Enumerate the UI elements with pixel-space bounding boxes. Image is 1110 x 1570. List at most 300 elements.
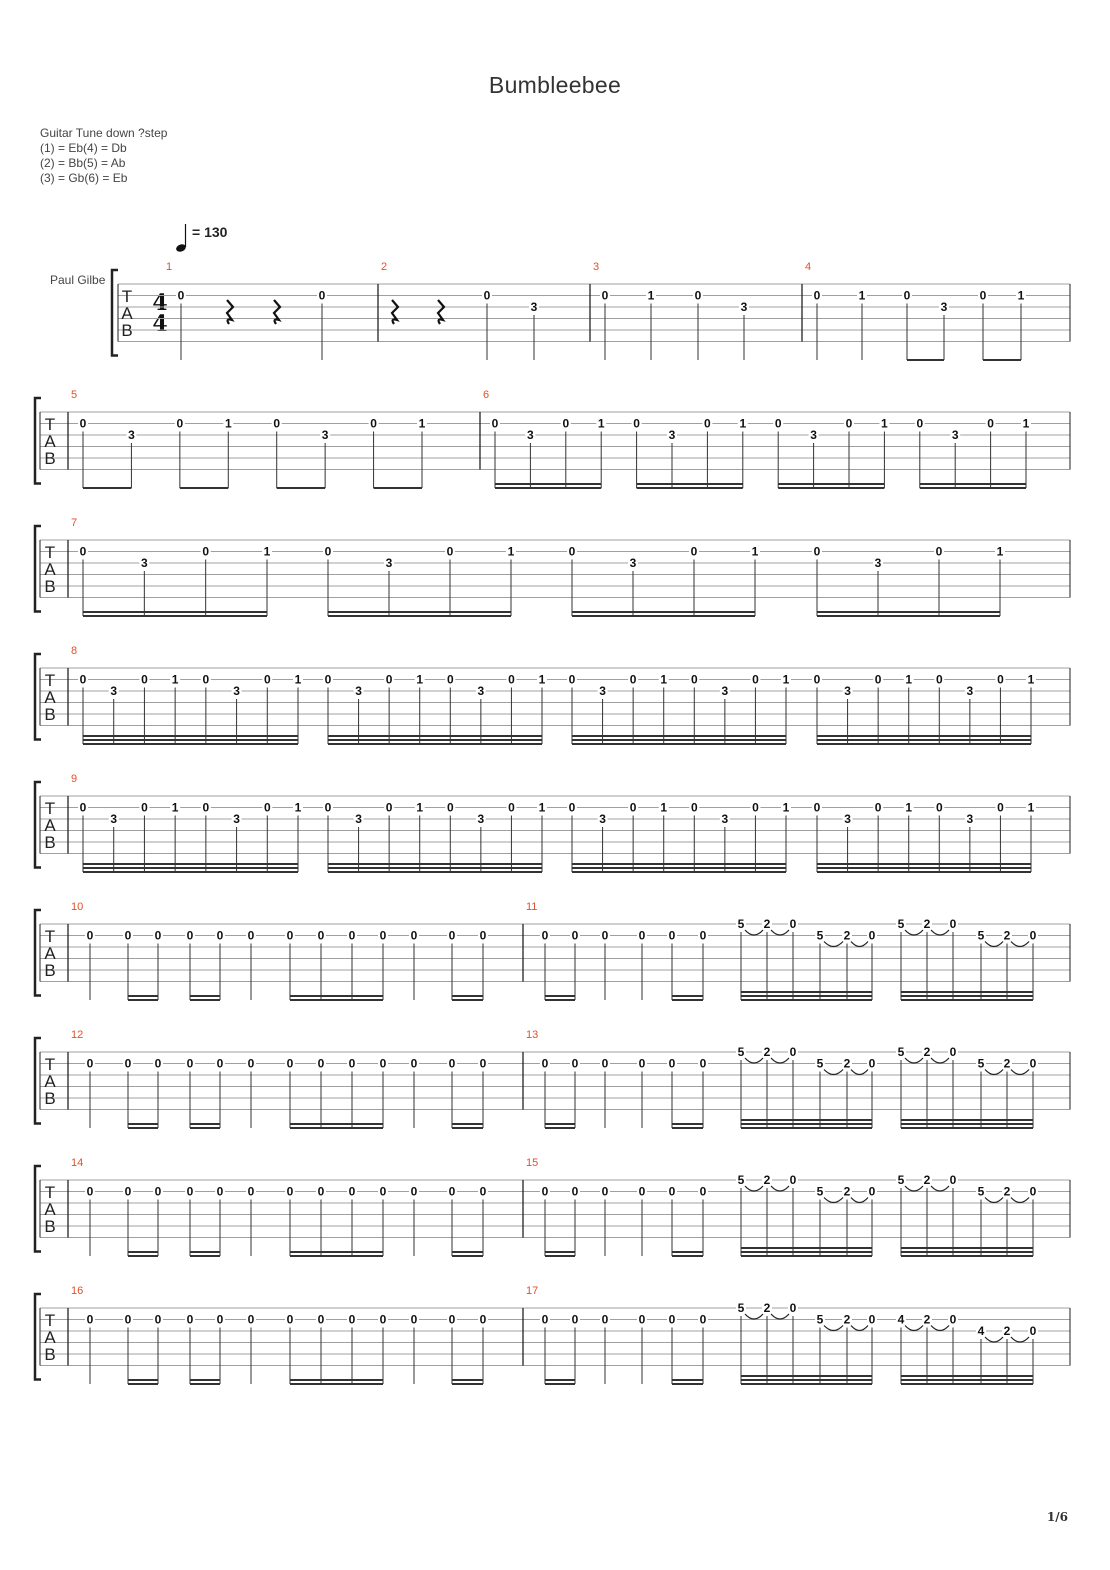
tab-clef-letter: A bbox=[44, 1072, 56, 1091]
fret-number: 2 bbox=[763, 917, 771, 931]
fret-number: 0 bbox=[216, 1184, 224, 1199]
fret-number: 1 bbox=[538, 800, 546, 815]
measure-number: 17 bbox=[526, 1285, 539, 1297]
fret-number: 0 bbox=[273, 416, 281, 431]
fret-number: 3 bbox=[740, 300, 748, 314]
fret-number: 0 bbox=[318, 288, 326, 303]
measure-number: 12 bbox=[71, 1029, 84, 1041]
fret-number: 0 bbox=[154, 1312, 162, 1327]
slur-arc bbox=[1011, 1070, 1029, 1075]
fret-number: 5 bbox=[816, 1056, 824, 1071]
measure-number: 6 bbox=[483, 389, 490, 401]
slur-arc bbox=[824, 1070, 843, 1075]
slur-arc bbox=[905, 1326, 923, 1331]
fret-number: 0 bbox=[446, 800, 454, 815]
fret-number: 0 bbox=[186, 1056, 194, 1071]
track-name: Paul Gilbe bbox=[50, 273, 106, 287]
fret-number: 0 bbox=[86, 1056, 94, 1071]
fret-number: 5 bbox=[816, 1184, 824, 1199]
quarter-rest bbox=[227, 300, 233, 324]
fret-number: 0 bbox=[410, 1184, 418, 1199]
fret-number: 0 bbox=[845, 416, 853, 431]
fret-number: 0 bbox=[997, 800, 1004, 815]
fret-number: 3 bbox=[966, 812, 974, 826]
fret-number: 0 bbox=[813, 288, 821, 303]
fret-number: 0 bbox=[324, 800, 332, 815]
fret-number: 0 bbox=[286, 1184, 294, 1199]
fret-number: 3 bbox=[477, 812, 485, 826]
measure-number: 10 bbox=[71, 901, 84, 913]
tab-clef-letter: B bbox=[44, 1345, 56, 1364]
fret-number: 0 bbox=[448, 1312, 456, 1327]
fret-number: 0 bbox=[446, 544, 454, 559]
fret-number: 0 bbox=[370, 416, 377, 431]
fret-number: 0 bbox=[638, 1056, 646, 1071]
fret-number: 3 bbox=[966, 684, 974, 698]
fret-number: 0 bbox=[813, 800, 821, 815]
fret-number: 1 bbox=[647, 288, 655, 303]
fret-number: 2 bbox=[923, 1173, 931, 1187]
fret-number: 1 bbox=[660, 672, 668, 687]
fret-number: 0 bbox=[949, 917, 957, 931]
fret-number: 0 bbox=[154, 1184, 162, 1199]
fret-number: 0 bbox=[868, 928, 876, 943]
slur-arc bbox=[905, 1058, 923, 1063]
slur-arc bbox=[824, 1326, 843, 1331]
fret-number: 0 bbox=[410, 1056, 418, 1071]
fret-number: 5 bbox=[977, 1184, 985, 1199]
measure-number: 11 bbox=[526, 901, 538, 913]
fret-number: 0 bbox=[789, 1173, 797, 1187]
fret-number: 3 bbox=[110, 684, 118, 698]
fret-number: 2 bbox=[843, 928, 851, 943]
fret-number: 0 bbox=[124, 1184, 132, 1199]
fret-number: 0 bbox=[86, 1312, 94, 1327]
fret-number: 5 bbox=[737, 1301, 745, 1315]
measure-number: 15 bbox=[526, 1157, 539, 1169]
fret-number: 3 bbox=[874, 556, 882, 570]
fret-number: 0 bbox=[186, 1312, 194, 1327]
fret-number: 0 bbox=[541, 1184, 549, 1199]
time-signature-top: 4 bbox=[152, 290, 168, 316]
slur-arc bbox=[771, 1314, 789, 1319]
fret-number: 0 bbox=[216, 1056, 224, 1071]
fret-number: 1 bbox=[660, 800, 668, 815]
fret-number: 0 bbox=[668, 928, 676, 943]
fret-number: 0 bbox=[690, 544, 698, 559]
fret-number: 0 bbox=[186, 1184, 194, 1199]
slur-arc bbox=[985, 1337, 1003, 1342]
fret-number: 1 bbox=[905, 800, 913, 815]
fret-number: 0 bbox=[263, 672, 271, 687]
fret-number: 0 bbox=[176, 416, 184, 431]
fret-number: 0 bbox=[668, 1184, 676, 1199]
slur-arc bbox=[745, 1186, 763, 1191]
fret-number: 3 bbox=[321, 428, 329, 442]
fret-number: 0 bbox=[379, 1056, 387, 1071]
fret-number: 0 bbox=[479, 1184, 487, 1199]
system-bracket bbox=[112, 270, 118, 356]
fret-number: 0 bbox=[286, 928, 294, 943]
fret-number: 1 bbox=[416, 800, 424, 815]
fret-number: 0 bbox=[479, 928, 487, 943]
slur-arc bbox=[931, 1058, 949, 1063]
fret-number: 0 bbox=[568, 544, 576, 559]
fret-number: 3 bbox=[355, 684, 362, 698]
fret-number: 2 bbox=[843, 1184, 851, 1199]
slur-arc bbox=[824, 1198, 843, 1203]
fret-number: 0 bbox=[86, 928, 94, 943]
slur-arc bbox=[931, 1186, 949, 1191]
fret-number: 0 bbox=[317, 1312, 325, 1327]
fret-number: 0 bbox=[448, 1184, 456, 1199]
tab-clef-letter: T bbox=[44, 1311, 56, 1330]
fret-number: 0 bbox=[752, 672, 759, 687]
fret-number: 0 bbox=[629, 672, 637, 687]
tuning-line: (3) = Gb(6) = Eb bbox=[40, 171, 128, 185]
slur-arc bbox=[745, 1058, 763, 1063]
fret-number: 1 bbox=[418, 416, 426, 431]
fret-number: 3 bbox=[527, 428, 534, 442]
fret-number: 0 bbox=[385, 800, 393, 815]
slur-arc bbox=[771, 930, 789, 935]
time-signature-bottom: 4 bbox=[152, 311, 168, 337]
fret-number: 2 bbox=[1003, 928, 1011, 943]
fret-number: 5 bbox=[737, 1045, 745, 1059]
fret-number: 0 bbox=[868, 1312, 876, 1327]
fret-number: 0 bbox=[448, 1056, 456, 1071]
tab-clef-letter: A bbox=[44, 816, 56, 835]
fret-number: 0 bbox=[79, 544, 87, 559]
fret-number: 0 bbox=[154, 1056, 162, 1071]
fret-number: 3 bbox=[128, 428, 135, 442]
fret-number: 0 bbox=[286, 1312, 294, 1327]
fret-number: 1 bbox=[739, 416, 747, 431]
fret-number: 5 bbox=[977, 928, 985, 943]
tab-clef-letter: T bbox=[44, 927, 56, 946]
measure-number: 13 bbox=[526, 1029, 539, 1041]
fret-number: 0 bbox=[348, 1312, 356, 1327]
fret-number: 0 bbox=[348, 1184, 356, 1199]
fret-number: 1 bbox=[263, 544, 271, 559]
fret-number: 0 bbox=[348, 1056, 356, 1071]
fret-number: 1 bbox=[782, 800, 790, 815]
slur-arc bbox=[851, 1070, 868, 1075]
fret-number: 0 bbox=[571, 1184, 579, 1199]
fret-number: 1 bbox=[597, 416, 605, 431]
fret-number: 0 bbox=[752, 800, 759, 815]
fret-number: 0 bbox=[568, 672, 576, 687]
measure-number: 4 bbox=[805, 261, 812, 273]
tab-clef-letter: T bbox=[44, 1183, 56, 1202]
fret-number: 0 bbox=[216, 1312, 224, 1327]
fret-number: 0 bbox=[324, 672, 332, 687]
slur-arc bbox=[1011, 1337, 1029, 1342]
fret-number: 0 bbox=[247, 928, 255, 943]
tab-clef-letter: T bbox=[121, 287, 133, 306]
tab-clef-letter: B bbox=[44, 449, 56, 468]
slur-arc bbox=[905, 1186, 923, 1191]
tuning-header: Guitar Tune down ?step bbox=[40, 126, 168, 140]
fret-number: 5 bbox=[977, 1056, 985, 1071]
fret-number: 5 bbox=[816, 928, 824, 943]
slur-arc bbox=[985, 1070, 1003, 1075]
tab-clef-letter: T bbox=[44, 671, 56, 690]
measure-number: 9 bbox=[71, 773, 78, 785]
fret-number: 0 bbox=[987, 416, 994, 431]
fret-number: 0 bbox=[247, 1312, 255, 1327]
fret-number: 0 bbox=[491, 416, 499, 431]
tab-clef-letter: A bbox=[44, 688, 56, 707]
tab-clef-letter: T bbox=[44, 543, 56, 562]
fret-number: 0 bbox=[874, 672, 882, 687]
fret-number: 3 bbox=[233, 684, 240, 698]
slur-arc bbox=[985, 942, 1003, 947]
fret-number: 0 bbox=[571, 1312, 579, 1327]
fret-number: 1 bbox=[751, 544, 759, 559]
fret-number: 0 bbox=[568, 800, 576, 815]
slur-arc bbox=[771, 1058, 789, 1063]
fret-number: 2 bbox=[843, 1312, 851, 1327]
fret-number: 0 bbox=[541, 1312, 549, 1327]
measure-number: 8 bbox=[71, 645, 78, 657]
fret-number: 0 bbox=[699, 1312, 707, 1327]
fret-number: 0 bbox=[868, 1056, 876, 1071]
fret-number: 0 bbox=[379, 1312, 387, 1327]
fret-number: 1 bbox=[294, 800, 302, 815]
fret-number: 0 bbox=[774, 416, 782, 431]
measure-number: 14 bbox=[71, 1157, 84, 1169]
fret-number: 0 bbox=[562, 416, 570, 431]
tab-clef-letter: T bbox=[44, 415, 56, 434]
fret-number: 0 bbox=[789, 1301, 797, 1315]
fret-number: 1 bbox=[294, 672, 302, 687]
tab-clef-letter: B bbox=[44, 961, 56, 980]
fret-number: 1 bbox=[905, 672, 913, 687]
fret-number: 5 bbox=[897, 1045, 905, 1059]
tab-clef-letter: A bbox=[44, 944, 56, 963]
fret-number: 0 bbox=[379, 1184, 387, 1199]
tab-clef-letter: B bbox=[44, 577, 56, 596]
fret-number: 5 bbox=[897, 1173, 905, 1187]
slur-arc bbox=[905, 930, 923, 935]
fret-number: 3 bbox=[668, 428, 676, 442]
fret-number: 3 bbox=[844, 684, 851, 698]
fret-number: 0 bbox=[690, 672, 698, 687]
quarter-rest bbox=[392, 300, 398, 324]
fret-number: 2 bbox=[1003, 1056, 1011, 1071]
tab-clef-letter: B bbox=[44, 1217, 56, 1236]
fret-number: 0 bbox=[247, 1056, 255, 1071]
fret-number: 3 bbox=[951, 428, 959, 442]
fret-number: 0 bbox=[141, 672, 148, 687]
slur-arc bbox=[851, 942, 868, 947]
fret-number: 5 bbox=[897, 917, 905, 931]
fret-number: 0 bbox=[385, 672, 393, 687]
fret-number: 0 bbox=[177, 288, 185, 303]
fret-number: 0 bbox=[638, 928, 646, 943]
fret-number: 0 bbox=[571, 1056, 579, 1071]
fret-number: 0 bbox=[949, 1045, 957, 1059]
fret-number: 1 bbox=[1017, 288, 1025, 303]
fret-number: 0 bbox=[541, 928, 549, 943]
fret-number: 3 bbox=[810, 428, 817, 442]
fret-number: 0 bbox=[916, 416, 924, 431]
fret-number: 0 bbox=[202, 672, 210, 687]
fret-number: 0 bbox=[699, 928, 707, 943]
fret-number: 0 bbox=[668, 1056, 676, 1071]
fret-number: 3 bbox=[844, 812, 851, 826]
slur-arc bbox=[745, 930, 763, 935]
fret-number: 0 bbox=[79, 416, 87, 431]
quarter-rest bbox=[438, 300, 444, 324]
tab-clef-letter: A bbox=[44, 560, 56, 579]
fret-number: 0 bbox=[247, 1184, 255, 1199]
fret-number: 0 bbox=[202, 800, 210, 815]
fret-number: 0 bbox=[541, 1056, 549, 1071]
fret-number: 3 bbox=[599, 812, 606, 826]
slur-arc bbox=[745, 1314, 763, 1319]
fret-number: 4 bbox=[897, 1312, 905, 1327]
tab-clef-letter: A bbox=[121, 304, 133, 323]
fret-number: 0 bbox=[571, 928, 579, 943]
fret-number: 2 bbox=[1003, 1324, 1011, 1338]
fret-number: 1 bbox=[1027, 672, 1035, 687]
fret-number: 0 bbox=[216, 928, 224, 943]
tab-clef-letter: A bbox=[44, 1328, 56, 1347]
fret-number: 0 bbox=[1029, 1056, 1037, 1071]
fret-number: 0 bbox=[629, 800, 637, 815]
fret-number: 0 bbox=[124, 928, 132, 943]
fret-number: 2 bbox=[763, 1301, 771, 1315]
fret-number: 3 bbox=[629, 556, 637, 570]
fret-number: 1 bbox=[881, 416, 888, 431]
fret-number: 1 bbox=[507, 544, 515, 559]
measure-number: 2 bbox=[381, 261, 388, 273]
slur-arc bbox=[824, 942, 843, 947]
fret-number: 0 bbox=[638, 1312, 646, 1327]
fret-number: 0 bbox=[690, 800, 698, 815]
fret-number: 0 bbox=[633, 416, 640, 431]
fret-number: 0 bbox=[903, 288, 911, 303]
measure-number: 3 bbox=[593, 261, 600, 273]
song-title: Bumbleebee bbox=[488, 72, 622, 98]
fret-number: 1 bbox=[1022, 416, 1030, 431]
fret-number: 5 bbox=[737, 917, 745, 931]
fret-number: 0 bbox=[789, 917, 797, 931]
fret-number: 0 bbox=[1029, 1324, 1037, 1338]
fret-number: 0 bbox=[813, 672, 821, 687]
fret-number: 0 bbox=[935, 800, 943, 815]
slur-arc bbox=[851, 1326, 868, 1331]
tempo-value: = 130 bbox=[192, 224, 228, 240]
slur-arc bbox=[985, 1198, 1003, 1203]
measure-number: 16 bbox=[71, 1285, 84, 1297]
fret-number: 0 bbox=[601, 1312, 609, 1327]
fret-number: 0 bbox=[324, 544, 332, 559]
fret-number: 0 bbox=[601, 288, 609, 303]
fret-number: 0 bbox=[479, 1056, 487, 1071]
fret-number: 1 bbox=[224, 416, 232, 431]
fret-number: 3 bbox=[355, 812, 362, 826]
fret-number: 0 bbox=[668, 1312, 676, 1327]
fret-number: 0 bbox=[317, 1056, 325, 1071]
tab-clef-letter: B bbox=[44, 1089, 56, 1108]
tab-clef-letter: T bbox=[44, 1055, 56, 1074]
fret-number: 0 bbox=[935, 544, 943, 559]
fret-number: 0 bbox=[997, 672, 1004, 687]
fret-number: 3 bbox=[599, 684, 606, 698]
fret-number: 2 bbox=[843, 1056, 851, 1071]
fret-number: 0 bbox=[479, 1312, 487, 1327]
fret-number: 0 bbox=[317, 1184, 325, 1199]
tab-clef-letter: A bbox=[44, 1200, 56, 1219]
fret-number: 0 bbox=[638, 1184, 646, 1199]
fret-number: 1 bbox=[538, 672, 546, 687]
fret-number: 0 bbox=[979, 288, 987, 303]
fret-number: 0 bbox=[317, 928, 325, 943]
fret-number: 0 bbox=[186, 928, 194, 943]
fret-number: 0 bbox=[448, 928, 456, 943]
fret-number: 3 bbox=[140, 556, 148, 570]
fret-number: 0 bbox=[379, 928, 387, 943]
fret-number: 5 bbox=[737, 1173, 745, 1187]
fret-number: 0 bbox=[949, 1312, 957, 1327]
fret-number: 0 bbox=[508, 800, 515, 815]
tab-clef-letter: T bbox=[44, 799, 56, 818]
fret-number: 2 bbox=[923, 1312, 931, 1327]
fret-number: 0 bbox=[601, 1184, 609, 1199]
tuning-line: (2) = Bb(5) = Ab bbox=[40, 156, 126, 170]
fret-number: 5 bbox=[816, 1312, 824, 1327]
fret-number: 1 bbox=[1027, 800, 1035, 815]
fret-number: 0 bbox=[949, 1173, 957, 1187]
fret-number: 2 bbox=[923, 917, 931, 931]
page-number: 1/6 bbox=[1046, 1510, 1068, 1524]
slur-arc bbox=[931, 930, 949, 935]
fret-number: 3 bbox=[477, 684, 485, 698]
quarter-rest bbox=[274, 300, 280, 324]
fret-number: 0 bbox=[704, 416, 711, 431]
fret-number: 2 bbox=[1003, 1184, 1011, 1199]
measure-number: 1 bbox=[166, 261, 173, 273]
fret-number: 3 bbox=[233, 812, 240, 826]
measure-number: 5 bbox=[71, 389, 78, 401]
fret-number: 3 bbox=[530, 300, 538, 314]
slur-arc bbox=[1011, 1198, 1029, 1203]
fret-number: 0 bbox=[699, 1056, 707, 1071]
fret-number: 1 bbox=[171, 800, 179, 815]
fret-number: 0 bbox=[1029, 1184, 1037, 1199]
fret-number: 0 bbox=[935, 672, 943, 687]
fret-number: 0 bbox=[86, 1184, 94, 1199]
slur-arc bbox=[931, 1326, 949, 1331]
fret-number: 0 bbox=[699, 1184, 707, 1199]
fret-number: 0 bbox=[410, 1312, 418, 1327]
slur-arc bbox=[851, 1198, 868, 1203]
fret-number: 0 bbox=[124, 1056, 132, 1071]
tab-clef-letter: A bbox=[44, 432, 56, 451]
fret-number: 0 bbox=[874, 800, 882, 815]
fret-number: 0 bbox=[694, 288, 702, 303]
fret-number: 0 bbox=[601, 1056, 609, 1071]
fret-number: 0 bbox=[1029, 928, 1037, 943]
fret-number: 2 bbox=[923, 1045, 931, 1059]
fret-number: 1 bbox=[416, 672, 424, 687]
fret-number: 0 bbox=[124, 1312, 132, 1327]
fret-number: 1 bbox=[171, 672, 179, 687]
fret-number: 0 bbox=[79, 800, 87, 815]
